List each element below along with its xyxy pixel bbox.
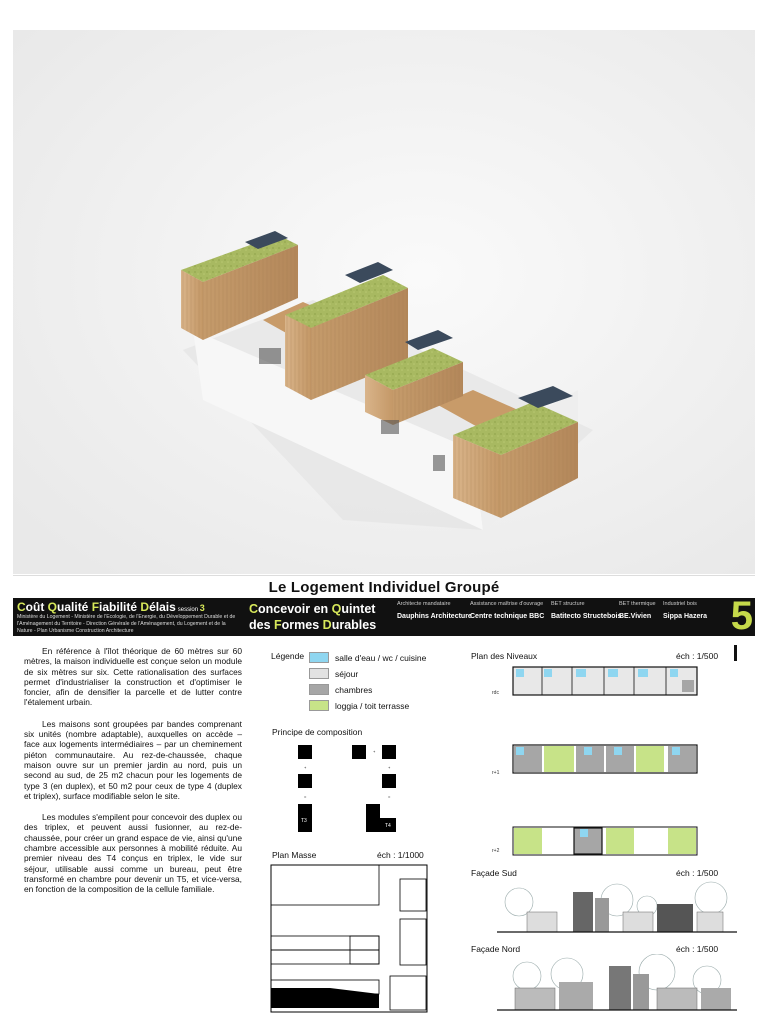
team-member: Industriel bois Sippa Hazera [663,601,707,620]
legend-swatch [309,668,329,679]
axonometric-render [13,30,755,574]
session-label: session [177,607,199,613]
plan-r2 [512,826,698,856]
t3-label: T3 [301,818,307,824]
level-label: r+2 [492,848,500,854]
legend-item: chambres [309,684,469,695]
paragraph: En référence à l'îlot théorique de 60 mètres sur 60 mètres, la maison individuelle est conçue selon un module de six mètres sur six. Cette rationalisation des surfaces permet d'industrialiser la construction et d'optimiser le foncier, afin de densifier la parcelle et de lutter contre l'étalement urbain. [24,646,242,708]
legend-swatch [309,684,329,695]
svg-text:+: + [388,765,391,770]
plan-niveaux-title: Plan des Niveaux [471,651,538,661]
level-label: rdc [492,690,499,696]
svg-text:=: = [304,794,307,799]
team-member: BET thermique BE.Vivien [619,601,656,620]
legend-swatch [309,700,329,711]
facade-sud-title: Façade Sud [471,868,517,878]
paragraph: Les maisons sont groupées par bandes comprenant six unités (nombre adaptable), auxquelles on accède – face aux logements intermédiaires – par un cheminement piéton communautaire. Au rez-de-chaussée, chaque maison ouvre sur un premier jardin au nord, puis un second au sud, de 25 m2 chacun pour les logements de type 3 (en duplex), et 50 m2 pour ceux de type 4 (duplex et triplex), surface modifiable selon le site. [24,718,242,801]
svg-text:=: = [388,794,391,799]
team-member: Assistance maîtrise d'ouvrage Centre technique BBC [470,601,545,620]
svg-text:+: + [304,765,307,770]
facade-sud-drawing [497,878,737,936]
header-band [13,594,755,638]
t4-label: T4 [385,823,391,829]
document-title: Le Logement Individuel Groupé [268,578,500,596]
ministries-text: Ministère du Logement - Ministère de l'Ecologie, de l'Energie, du Développement Durable et de l'Aménagement du Territoire - Direction Générale de l'Aménagement, du Logement et de la Nature - Plan Urbanisme Construction Architecture [17,614,236,634]
plan-r1 [512,744,698,774]
facade-sud-scale: éch : 1/500 [676,868,719,878]
panel-number: 5 [730,594,753,638]
facade-nord-title: Façade Nord [471,944,521,954]
legend-item: salle d'eau / wc / cuisine [309,652,469,663]
facade-nord-drawing [497,954,737,1014]
document-title-bar [13,575,755,598]
paragraph: Les modules s'empilent pour concevoir des duplex ou des triplex, et peuvent aussi fusionner, au rez-de-chaussée, pour créer un grand espace de vie, ainsi qu'une chambre accessible aux personnes à mobilité réduite. Au premier niveau des T4 conçus en triplex, le vide sur séjour, utilisable aussi comme un bureau, peut être transformé en chambre pour devenir un T5, et vice-versa, en fonction de la composition de la cellule familiale. [24,812,242,895]
legend-item: loggia / toit terrasse [309,700,469,711]
plan-rdc [512,666,698,696]
plan-masse-scale: éch : 1/1000 [377,850,424,860]
plan-masse-drawing [270,864,430,1014]
plan-masse-title: Plan Masse [272,850,317,860]
legend-title: Légende [271,651,305,661]
level-label: r+1 [492,770,500,776]
cqfd-title: Coût Qualité Fiabilité Délais session 3 [17,600,205,614]
plan-niveaux-scale: éch : 1/500 [676,651,719,661]
description-text [24,646,242,906]
legend-item: séjour [309,668,469,679]
composition-title: Principe de composition [272,727,363,737]
composition-diagram [290,742,430,837]
team-member: BET structure Batitecto Structebois [551,601,622,620]
concevoir-title: Concevoir en Quintet des Formes Durables [249,602,377,632]
text-cursor [734,645,737,661]
housing-axonometric-illustration [13,30,755,574]
legend-swatch [309,652,329,663]
svg-text:+: + [373,749,376,754]
session-number: 3 [199,603,205,613]
team-member: Architecte mandataire Dauphins Architecture [397,601,472,620]
facade-nord-scale: éch : 1/500 [676,944,719,954]
